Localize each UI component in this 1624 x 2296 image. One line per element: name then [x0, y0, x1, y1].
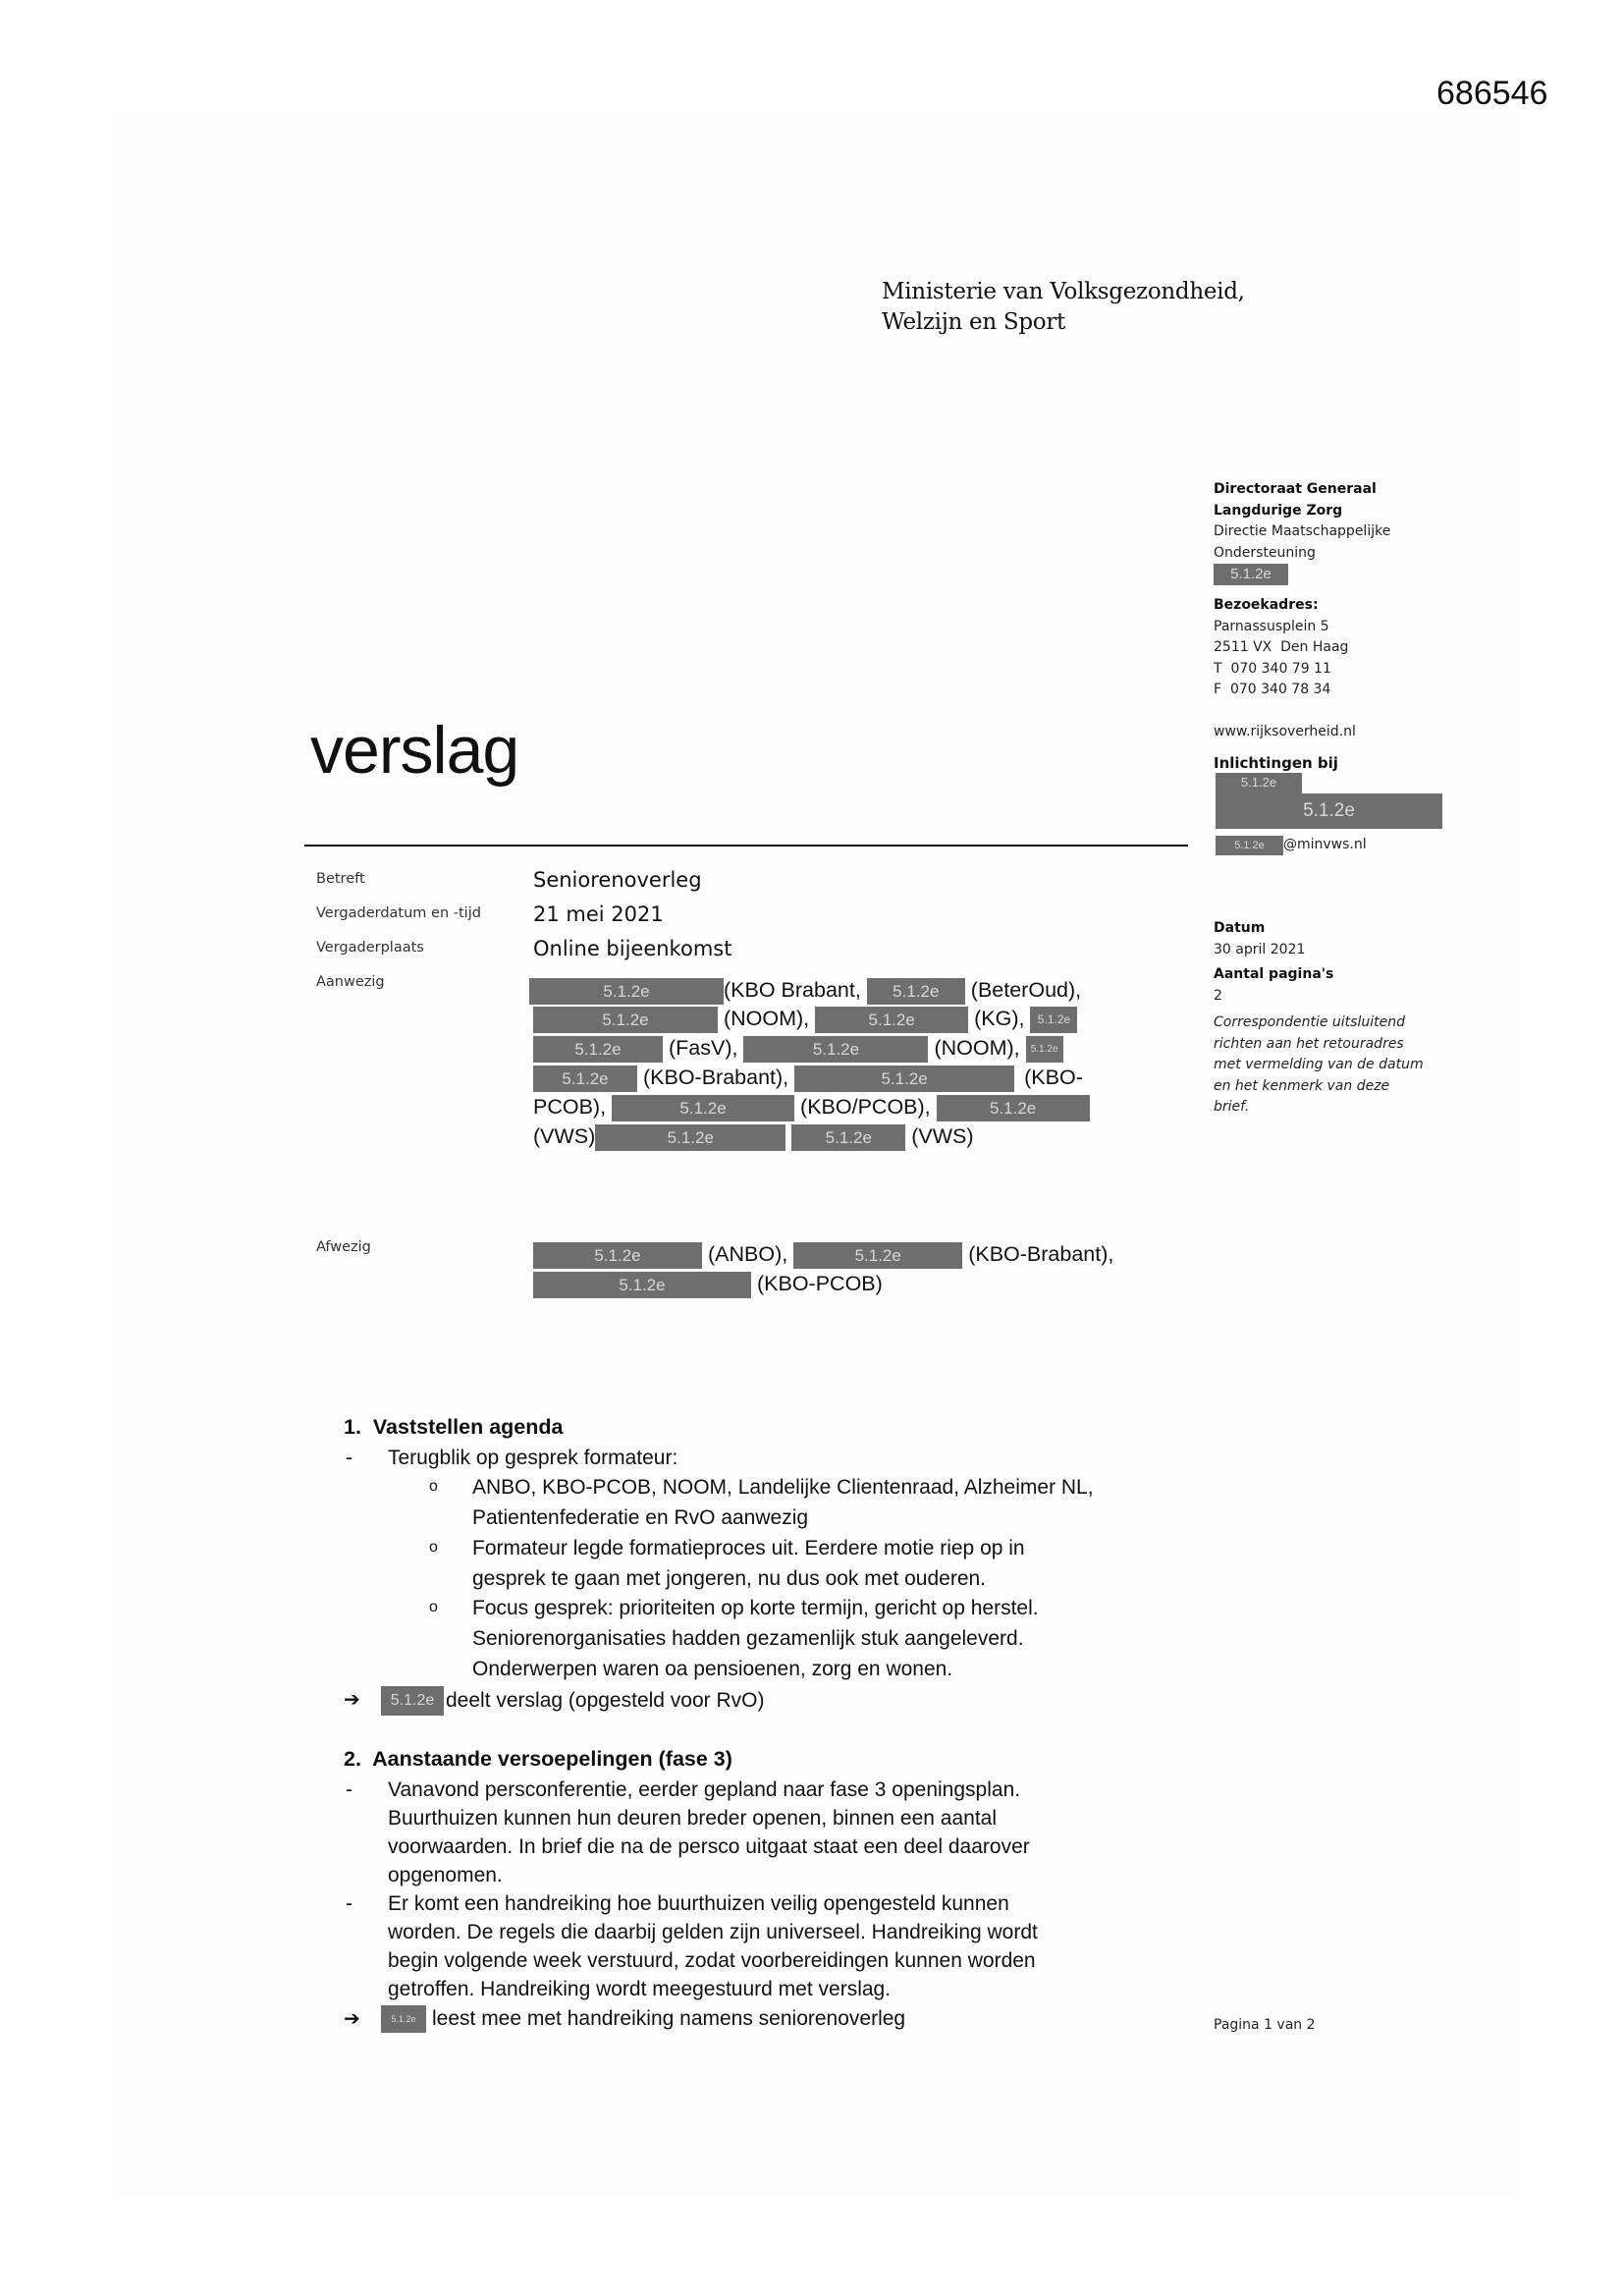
agenda-text: Patientenfederatie en RvO aanwezig: [472, 1506, 809, 1529]
redaction-block: 5.1.2e: [533, 1272, 751, 1298]
subject-label: Betreft: [316, 871, 365, 887]
sub-bullet: o: [429, 1478, 438, 1495]
meeting-date-value: 21 mei 2021: [533, 902, 664, 926]
ministry-line-1: Ministerie van Volksgezondheid,: [882, 279, 1245, 304]
bullet-dash: -: [346, 1778, 352, 1801]
action-text: leest mee met handreiking namens seniorenoverleg: [432, 2007, 906, 2030]
agenda-text: voorwaarden. In brief die na de persco uitgaat staat een deel daarover: [388, 1835, 1030, 1858]
note-line: Correspondentie uitsluitend: [1214, 1014, 1405, 1030]
redaction-block: 5.1.2e: [1216, 773, 1302, 793]
agenda-text: Buurthuizen kunnen hun deuren breder openen, binnen een aantal: [388, 1807, 998, 1830]
sidebar-address: [1214, 595, 1348, 701]
redaction-block: 5.1.2e: [533, 1007, 718, 1033]
contact-email: [1214, 835, 1367, 856]
redaction-block: 5.1.2e: [793, 1242, 962, 1269]
present-label: Aanwezig: [316, 974, 385, 990]
date-value: 30 april 2021: [1214, 941, 1306, 957]
redaction-block: 5.1.2e: [595, 1124, 785, 1151]
agenda-text: Formateur legde formatieproces uit. Eerdere motie riep op in: [472, 1537, 1025, 1559]
redaction-block: 5.1.2e: [815, 1007, 968, 1033]
agenda-text: begin volgende week verstuurd, zodat voorbereidingen kunnen worden: [388, 1949, 1036, 1972]
subject-value: Seniorenoverleg: [533, 868, 702, 892]
dept-line-2: Ondersteuning: [1214, 544, 1316, 561]
agenda-text: ANBO, KBO-PCOB, NOOM, Landelijke Clientenraad, Alzheimer NL,: [472, 1476, 1094, 1499]
document-number: 686546: [1436, 75, 1548, 112]
redaction-block: 5.1.2e: [937, 1095, 1090, 1121]
absent-org: (KBO-PCOB): [756, 1272, 883, 1295]
absent-org: (KBO-Brabant),: [968, 1242, 1114, 1266]
redaction-block: 5.1.2e: [1026, 1036, 1063, 1063]
correspondence-note: [1214, 1012, 1424, 1119]
sidebar-org: [1214, 479, 1390, 586]
sub-bullet: o: [429, 1599, 438, 1615]
absent-org: (ANBO),: [707, 1242, 788, 1266]
dept-line-1: Directie Maatschappelijke: [1214, 523, 1391, 539]
attendee-org: (FasV),: [668, 1036, 738, 1060]
bullet-dash: -: [346, 1892, 352, 1915]
agenda-item-2-action: [381, 2005, 905, 2033]
redaction-block: 5.1.2e: [1214, 564, 1288, 585]
attendee-org: (KG),: [974, 1007, 1025, 1030]
document-title: verslag: [310, 713, 519, 788]
contact-label: Inlichtingen bij: [1214, 754, 1338, 772]
agenda-text: Focus gesprek: prioriteiten op korte termijn, gericht op herstel.: [472, 1597, 1039, 1619]
arrow-right-icon: ➔: [344, 1689, 360, 1711]
meeting-place-label: Vergaderplaats: [316, 940, 424, 956]
address-line-2: 2511 VX Den Haag: [1214, 639, 1349, 655]
ministry-line-2: Welzijn en Sport: [882, 309, 1065, 335]
phone-number: T 070 340 79 11: [1214, 660, 1331, 677]
attendee-org: PCOB),: [533, 1095, 607, 1119]
attendee-org: (VWS): [533, 1124, 596, 1148]
agenda-text: Seniorenorganisaties hadden gezamenlijk stuk aangeleverd.: [472, 1627, 1024, 1650]
redaction-block: 5.1.2e: [1216, 793, 1442, 829]
redaction-block: 5.1.2e: [381, 2005, 426, 2033]
redaction-block: 5.1.2e: [867, 978, 965, 1005]
page-sheet: [115, 115, 1519, 2197]
ministry-logo-text: [882, 277, 1245, 338]
redaction-block: 5.1.2e: [794, 1066, 1014, 1092]
meeting-place-value: Online bijeenkomst: [533, 937, 732, 960]
redaction-block: 5.1.2e: [533, 1036, 663, 1063]
agenda-item-1-bullet: Terugblik op gesprek formateur:: [388, 1447, 678, 1469]
pages-label: Aantal pagina's: [1214, 966, 1334, 982]
org-line-1: Directoraat Generaal: [1214, 481, 1377, 497]
agenda-text: Er komt een handreiking hoe buurthuizen veilig opengesteld kunnen: [388, 1892, 1009, 1915]
redaction-block: 5.1.2e: [381, 1686, 444, 1716]
note-line: en het kenmerk van deze: [1214, 1077, 1390, 1094]
note-line: brief.: [1214, 1099, 1250, 1115]
meeting-date-label: Vergaderdatum en -tijd: [316, 905, 481, 921]
agenda-text: opgenomen.: [388, 1864, 503, 1886]
agenda-text: worden. De regels die daarbij gelden zijn universeel. Handreiking wordt: [388, 1921, 1038, 1943]
date-label: Datum: [1214, 920, 1266, 936]
redaction-block: 5.1.2e: [529, 978, 724, 1005]
redaction-block: 5.1.2e: [743, 1036, 928, 1063]
page-footer: Pagina 1 van 2: [1214, 2017, 1316, 2033]
absent-label: Afwezig: [316, 1239, 371, 1255]
redaction-block: 5.1.2e: [791, 1124, 905, 1151]
org-line-2: Langdurige Zorg: [1214, 502, 1343, 519]
note-line: richten aan het retouradres: [1214, 1035, 1404, 1052]
attendee-org: (NOOM),: [723, 1007, 810, 1030]
arrow-right-icon: ➔: [344, 2008, 360, 2030]
attendee-org: (KBO/PCOB),: [800, 1095, 931, 1119]
agenda-item-1-heading: 1. Vaststellen agenda: [344, 1415, 564, 1439]
email-domain: @minvws.nl: [1283, 837, 1367, 852]
action-text: deelt verslag (opgesteld voor RvO): [446, 1689, 765, 1712]
agenda-text: gesprek te gaan met jongeren, nu dus ook met ouderen.: [472, 1567, 987, 1590]
redaction-block: 5.1.2e: [1030, 1007, 1077, 1033]
bullet-dash: -: [346, 1447, 352, 1469]
redaction-block: 5.1.2e: [533, 1242, 702, 1269]
sub-bullet: o: [429, 1539, 438, 1556]
note-line: met vermelding van de datum: [1214, 1057, 1424, 1072]
sidebar-date: [1214, 918, 1424, 1119]
attendee-org: (KBO Brabant,: [724, 978, 861, 1002]
attendee-org: (KBO-Brabant),: [642, 1066, 789, 1089]
website-link[interactable]: www.rijksoverheid.nl: [1214, 724, 1356, 739]
attendee-org: (NOOM),: [934, 1036, 1020, 1060]
redaction-block: 5.1.2e: [533, 1066, 637, 1092]
agenda-text: Onderwerpen waren oa pensioenen, zorg en wonen.: [472, 1658, 953, 1680]
attendee-org: (BeterOud),: [970, 978, 1082, 1002]
agenda-text: Vanavond persconferentie, eerder gepland naar fase 3 openingsplan.: [388, 1778, 1021, 1801]
pages-value: 2: [1214, 987, 1222, 1004]
redaction-block: 5.1.2e: [1216, 836, 1283, 855]
attendee-org: (VWS): [911, 1124, 974, 1148]
agenda-item-1-action: [381, 1686, 765, 1716]
redaction-block: 5.1.2e: [612, 1095, 794, 1121]
address-line-1: Parnassusplein 5: [1214, 618, 1329, 634]
agenda-text: getroffen. Handreiking wordt meegestuurd met verslag.: [388, 1978, 892, 2000]
title-divider: [304, 845, 1188, 847]
attendee-org: (KBO-: [1024, 1066, 1083, 1089]
fax-number: F 070 340 78 34: [1214, 682, 1331, 697]
agenda-item-2-heading: 2. Aanstaande versoepelingen (fase 3): [344, 1747, 732, 1771]
visit-address-label: Bezoekadres:: [1214, 597, 1319, 613]
